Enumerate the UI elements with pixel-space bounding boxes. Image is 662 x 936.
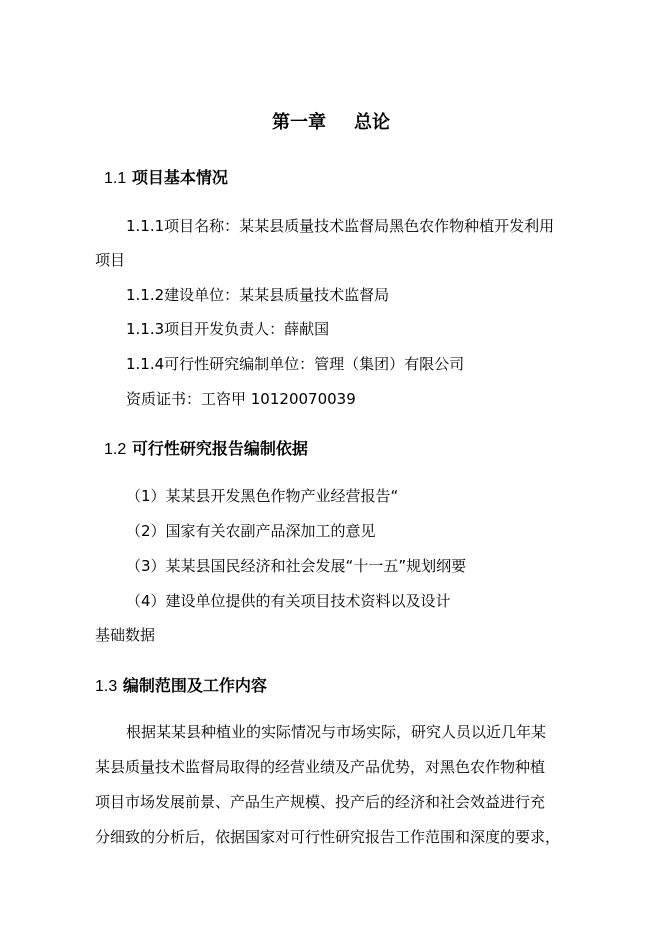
section-heading-1-2 xyxy=(104,439,308,460)
paragraph-line: 1.1.4可行性研究编制单位：管理（集团）有限公司 xyxy=(126,355,465,373)
list-item: （4）建设单位提供的有关项目技术资料以及设计 xyxy=(126,592,451,610)
paragraph-line: 1.1.1项目名称：某某县质量技术监督局黑色农作物种植开发利用 xyxy=(126,217,555,235)
chapter-title: 总论 xyxy=(354,112,390,133)
paragraph-line: 根据某某县种植业的实际情况与市场实际，研究人员以近几年某 xyxy=(126,723,547,741)
paragraph-line: 项目 xyxy=(95,251,126,269)
paragraph-line: 分细致的分析后，依据国家对可行性研究报告工作范围和深度的要求， xyxy=(95,828,561,846)
chapter-heading xyxy=(0,112,662,134)
section-title: 编制范围及工作内容 xyxy=(122,676,267,695)
section-title: 可行性研究报告编制依据 xyxy=(131,439,308,458)
list-item: （3）某某县国民经济和社会发展“十一五”规划纲要 xyxy=(126,557,467,575)
section-heading-1-3 xyxy=(95,676,267,697)
list-item-continuation: 基础数据 xyxy=(95,626,156,644)
paragraph-line: 资质证书：工咨甲 10120070039 xyxy=(126,390,356,408)
section-number: 1.1 xyxy=(104,170,127,187)
paragraph-line: 1.1.2建设单位：某某县质量技术监督局 xyxy=(126,286,390,304)
section-heading-1-1 xyxy=(104,168,228,189)
paragraph-line: 1.1.3项目开发负责人：薛献国 xyxy=(126,320,330,338)
chapter-label: 第一章 xyxy=(272,112,326,133)
section-number: 1.3 xyxy=(95,678,118,695)
list-item: （1）某某县开发黑色作物产业经营报告“ xyxy=(126,487,399,505)
list-item: （2）国家有关农副产品深加工的意见 xyxy=(126,522,376,540)
section-title: 项目基本情况 xyxy=(131,168,228,187)
paragraph-line: 某县质量技术监督局取得的经营业绩及产品优势，对黑色农作物种植 xyxy=(95,758,546,776)
section-number: 1.2 xyxy=(104,441,127,458)
paragraph-line: 项目市场发展前景、产品生产规模、投产后的经济和社会效益进行充 xyxy=(95,793,546,811)
